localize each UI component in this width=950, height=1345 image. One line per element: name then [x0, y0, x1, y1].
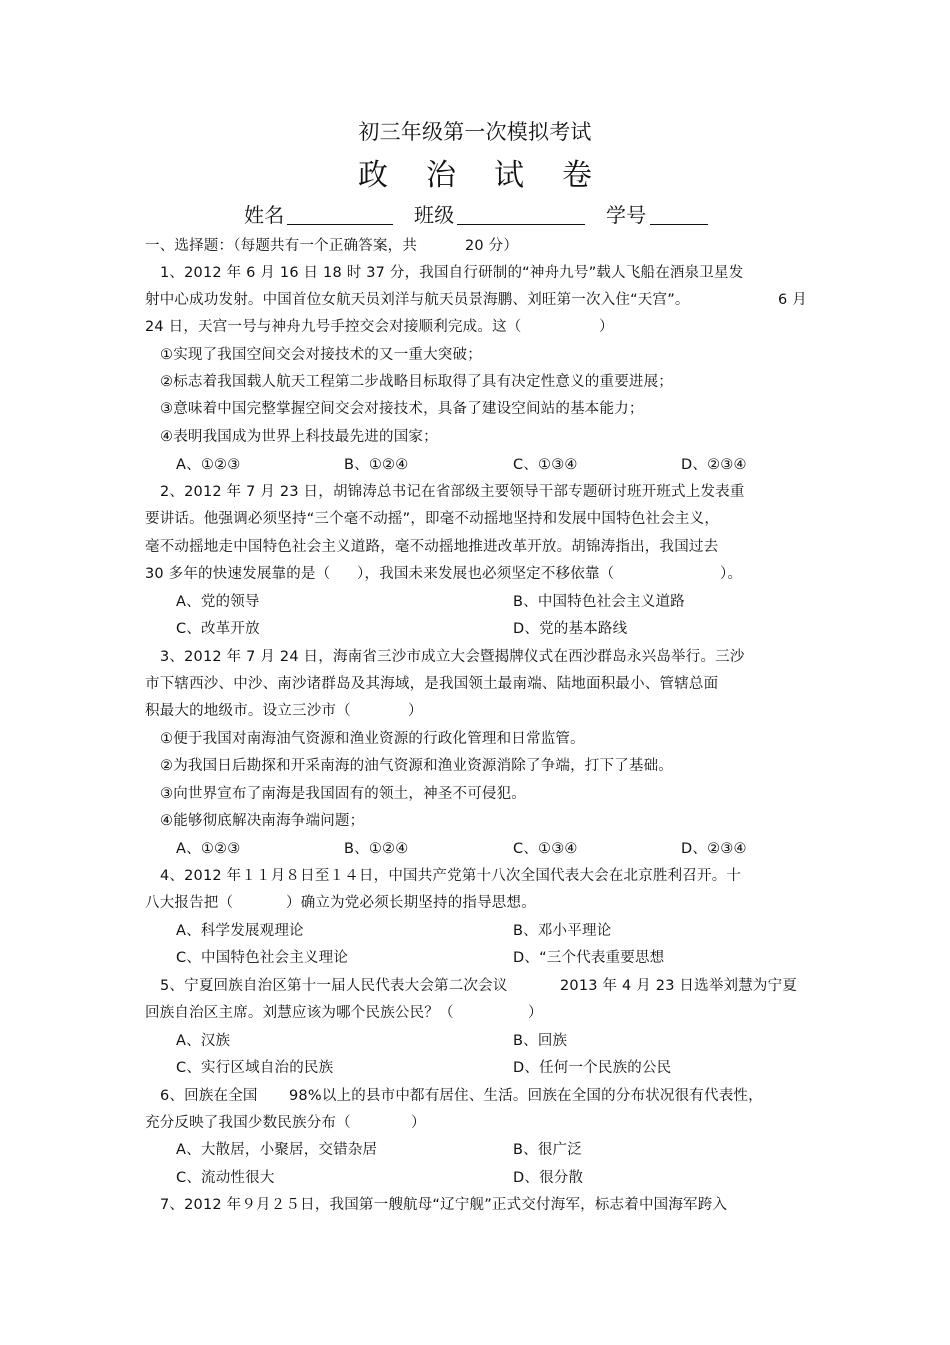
option-c[interactable]: C、实行区域自治的民族 [176, 1060, 334, 1076]
id-label: 学号 [606, 203, 647, 227]
question-stem-line: 6、回族在全国 [160, 1088, 258, 1104]
statement: ④表明我国成为世界上科技最先进的国家； [160, 429, 438, 445]
question-stem-line: 充分反映了我国少数民族分布（ [145, 1115, 351, 1131]
option-c[interactable]: C、中国特色社会主义理论 [176, 950, 349, 966]
question-stem-line: 回族自治区主席。刘慧应该为哪个民族公民？（ [145, 1005, 454, 1021]
question-stem-line: 5、宁夏回族自治区第十一届人民代表大会第二次会议 [160, 978, 508, 994]
statement: ①便于我国对南海油气资源和渔业资源的行政化管理和日常监管。 [160, 731, 585, 747]
answer-paren-close: ） [408, 703, 423, 719]
option-c[interactable]: C、①③④ [513, 841, 578, 857]
option-a[interactable]: A、大散居，小聚居，交错杂居 [176, 1142, 378, 1158]
statement: ③向世界宣布了南海是我国固有的领土，神圣不可侵犯。 [160, 786, 526, 802]
option-c[interactable]: C、①③④ [513, 457, 578, 473]
question-stem-line: 2013 年 4 月 23 日选举刘慧为宁夏 [560, 978, 798, 994]
option-b[interactable]: B、邓小平理论 [513, 923, 612, 939]
class-blank[interactable] [457, 224, 585, 225]
question-stem-line: 市下辖西沙、中沙、南沙诸群岛及其海域，是我国领土最南端、陆地面积最小、管辖总面 [145, 676, 719, 692]
option-a[interactable]: A、科学发展观理论 [176, 923, 304, 939]
question-stem-line: 3、2012 年 7 月 24 日，海南省三沙市成立大会暨揭牌仪式在西沙群岛永兴岛举行。三沙 [160, 649, 745, 665]
option-d[interactable]: D、②③④ [681, 457, 747, 473]
id-blank[interactable] [650, 224, 708, 225]
question-stem-line: 2、2012 年 7 月 23 日，胡锦涛总书记在省部级主要领导干部专题研讨班开班式上发表重 [160, 484, 745, 500]
question-stem-line: 24 日，天宫一号与神舟九号手控交会对接顺利完成。这（ [145, 319, 522, 335]
option-a[interactable]: A、党的领导 [176, 594, 260, 610]
option-c[interactable]: C、流动性很大 [176, 1170, 275, 1186]
option-b[interactable]: B、①②④ [344, 457, 409, 473]
statement: ②为我国日后勘探和开采南海的油气资源和渔业资源消除了争端，打下了基础。 [160, 758, 673, 774]
answer-paren-close: ） [411, 1115, 426, 1131]
question-stem-line: 6 月 [778, 292, 807, 308]
option-c[interactable]: C、改革开放 [176, 621, 260, 637]
exam-title: 初三年级第一次模拟考试 [358, 120, 592, 144]
answer-paren-close: ）。 [720, 566, 743, 582]
option-b[interactable]: B、①②④ [344, 841, 409, 857]
answer-paren-close: ） [528, 1005, 543, 1021]
option-b[interactable]: B、回族 [513, 1033, 568, 1049]
question-stem-line: 98%以上的县市中都有居住、生活。回族在全国的分布状况很有代表性， [289, 1088, 763, 1104]
class-label: 班级 [414, 203, 455, 227]
question-stem-line: 射中心成功发射。中国首位女航天员刘洋与航天员景海鹏、刘旺第一次入住“天宫”。 [145, 292, 690, 308]
option-a[interactable]: A、汉族 [176, 1033, 231, 1049]
option-d[interactable]: D、“三个代表重要思想 [513, 950, 665, 966]
question-stem-line: ），我国未来发展也必须坚定不移依靠（ [357, 566, 615, 582]
question-stem-line: 7、2012 年９月２５日，我国第一艘航母“辽宁舰”正式交付海军，标志着中国海军跨入 [160, 1197, 728, 1213]
option-b[interactable]: B、中国特色社会主义道路 [513, 594, 685, 610]
statement: ④能够彻底解决南海争端问题； [160, 813, 365, 829]
option-d[interactable]: D、②③④ [681, 841, 747, 857]
section-heading: 一、选择题：（每题共有一个正确答案，共 [145, 238, 418, 254]
subject-title: 政治试卷 [358, 158, 630, 193]
question-stem-line: 毫不动摇地走中国特色社会主义道路，毫不动摇地推进改革开放。胡锦涛指出，我国过去 [145, 539, 719, 555]
question-stem-line: 1、2012 年 6 月 16 日 18 时 37 分，我国自行研制的“神舟九号”载人飞船在酒泉卫星发 [160, 265, 744, 281]
option-d[interactable]: D、很分散 [513, 1170, 584, 1186]
question-stem-line: 八大报告把（ [145, 895, 234, 911]
option-a[interactable]: A、①②③ [176, 841, 241, 857]
option-d[interactable]: D、任何一个民族的公民 [513, 1060, 672, 1076]
section-score: 20 分） [465, 238, 519, 254]
question-stem-line: 积最大的地级市。设立三沙市（ [145, 703, 351, 719]
question-stem-line: 30 多年的快速发展靠的是（ [145, 566, 331, 582]
statement: ②标志着我国载人航天工程第二步战略目标取得了具有决定性意义的重要进展； [160, 374, 673, 390]
statement: ①实现了我国空间交会对接技术的又一重大突破； [160, 347, 482, 363]
answer-paren-close: ） [599, 319, 614, 335]
question-stem-line: 4、2012 年１１月８日至１４日，中国共产党第十八次全国代表大会在北京胜利召开。十 [160, 868, 742, 884]
name-label: 姓名 [244, 203, 285, 227]
option-d[interactable]: D、党的基本路线 [513, 621, 628, 637]
question-stem-line: ）确立为党必须长期坚持的指导思想。 [286, 895, 536, 911]
option-b[interactable]: B、很广泛 [513, 1142, 582, 1158]
statement: ③意味着中国完整掌握空间交会对接技术，具备了建设空间站的基本能力； [160, 401, 644, 417]
name-blank[interactable] [287, 224, 393, 225]
question-stem-line: 要讲话。他强调必须坚持“三个毫不动摇”，即毫不动摇地坚持和发展中国特色社会主义， [145, 511, 720, 527]
option-a[interactable]: A、①②③ [176, 457, 241, 473]
